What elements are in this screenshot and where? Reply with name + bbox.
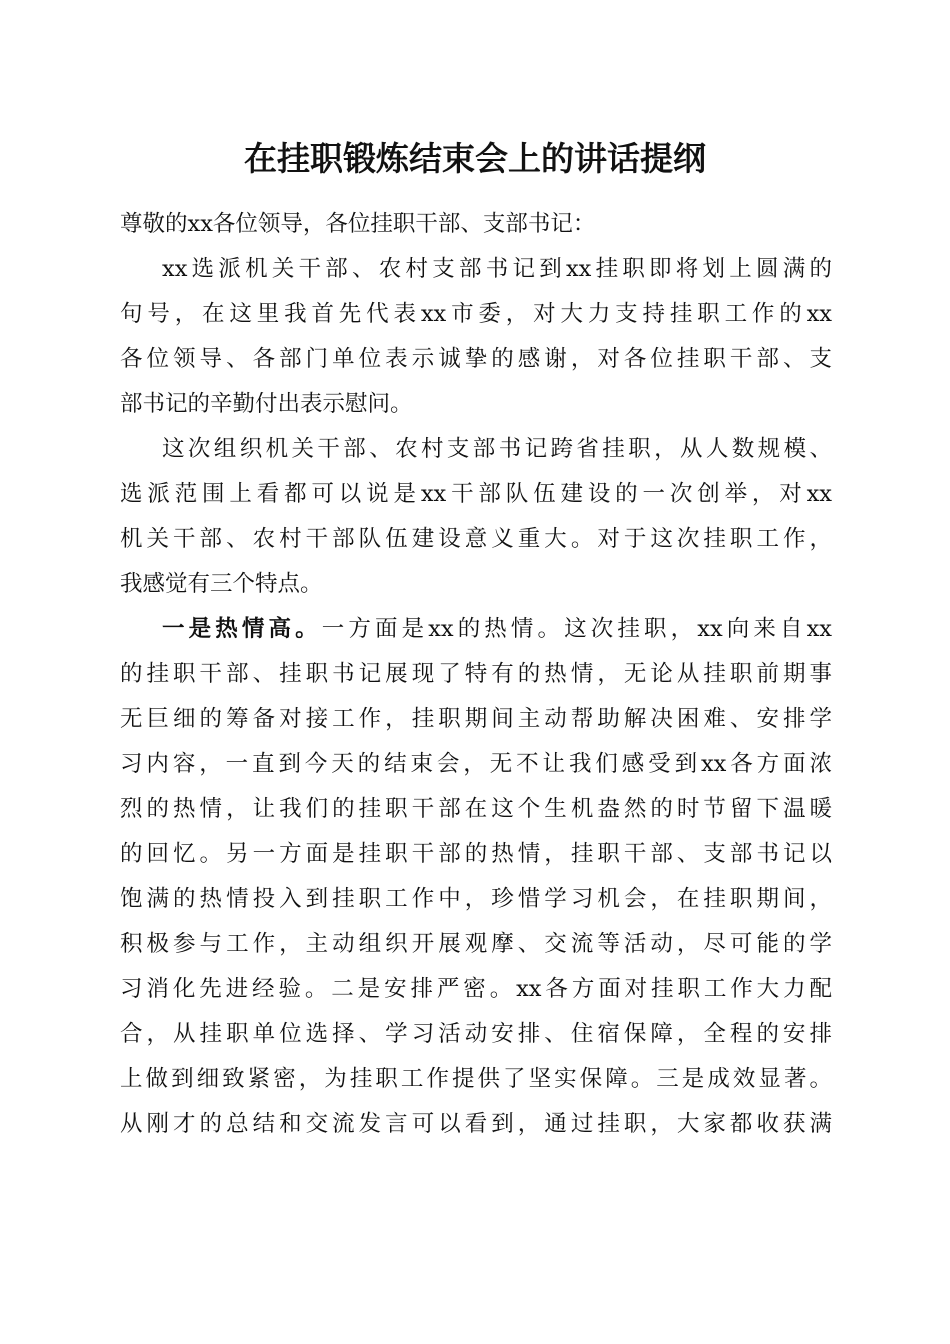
paragraph-line-with-heading bbox=[120, 607, 832, 652]
paragraph-line: 合，从挂职单位选择、学习活动安排、住宿保障，全程的安排 bbox=[120, 1021, 832, 1047]
paragraph-line: 习消化先进经验。二是安排严密。xx各方面对挂职工作大力配 bbox=[120, 976, 832, 1002]
paragraph-line: 烈的热情，让我们的挂职干部在这个生机盎然的时节留下温暖 bbox=[120, 796, 832, 822]
paragraph-line: 各位领导、各部门单位表示诚挚的感谢，对各位挂职干部、支 bbox=[120, 346, 832, 372]
paragraph-line: 句号，在这里我首先代表xx市委，对大力支持挂职工作的xx bbox=[120, 301, 832, 327]
paragraph-line: 部书记的辛勤付出表示慰问。 bbox=[120, 391, 413, 417]
paragraph-line: 这次组织机关干部、农村支部书记跨省挂职，从人数规模、 bbox=[162, 436, 832, 462]
document-title: 在挂职锻炼结束会上的讲话提纲 bbox=[244, 139, 706, 178]
paragraph-line: 积极参与工作，主动组织开展观摩、交流等活动，尽可能的学 bbox=[120, 931, 832, 957]
document-body bbox=[120, 202, 832, 1147]
paragraph-line: 从刚才的总结和交流发言可以看到，通过挂职，大家都收获满 bbox=[120, 1111, 832, 1137]
paragraph-line: xx选派机关干部、农村支部书记到xx挂职即将划上圆满的 bbox=[162, 256, 832, 282]
paragraph-line: 习内容，一直到今天的结束会，无不让我们感受到xx各方面浓 bbox=[120, 751, 832, 777]
paragraph-line: 无巨细的筹备对接工作，挂职期间主动帮助解决困难、安排学 bbox=[120, 706, 832, 732]
paragraph-line-text: 一方面是xx的热情。这次挂职，xx向来自xx bbox=[321, 616, 832, 642]
paragraph-line: 上做到细致紧密，为挂职工作提供了坚实保障。三是成效显著。 bbox=[120, 1066, 832, 1092]
point-one-heading: 一是热情高。 bbox=[162, 616, 322, 642]
paragraph-line: 我感觉有三个特点。 bbox=[120, 571, 323, 597]
paragraph-line: 选派范围上看都可以说是xx干部队伍建设的一次创举，对xx bbox=[120, 481, 832, 507]
paragraph-line: 机关干部、农村干部队伍建设意义重大。对于这次挂职工作， bbox=[120, 526, 832, 552]
paragraph-line: 的回忆。另一方面是挂职干部的热情，挂职干部、支部书记以 bbox=[120, 841, 832, 867]
salutation: 尊敬的xx各位领导，各位挂职干部、支部书记： bbox=[120, 211, 596, 237]
paragraph-line: 饱满的热情投入到挂职工作中，珍惜学习机会，在挂职期间， bbox=[120, 886, 832, 912]
paragraph-line: 的挂职干部、挂职书记展现了特有的热情，无论从挂职前期事 bbox=[120, 661, 832, 687]
